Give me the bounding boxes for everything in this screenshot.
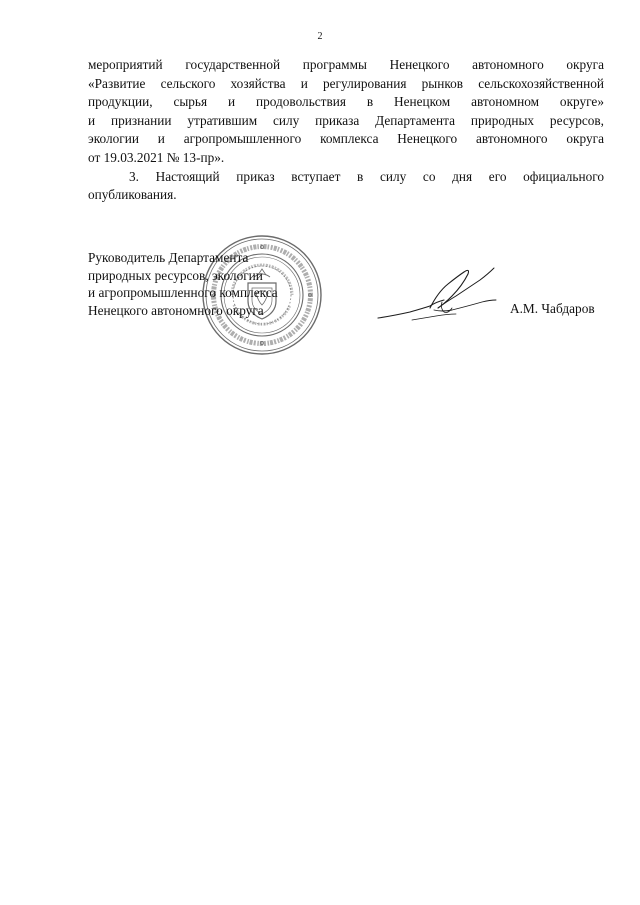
paragraph-2-line-1: 3. Настоящий приказ вступает в силу со дня его официального (129, 168, 604, 184)
signer-position-line-3: и агропромышленного комплекса (88, 285, 278, 301)
paragraph-1-line-1: мероприятий государственной программы Ненецкого автономного округа (88, 57, 604, 72)
signature-block (88, 249, 348, 319)
paragraph-1-line-3: продукции, сырья и продовольствия в Ненецком автономном округе» (88, 94, 604, 110)
paragraph-1-line-6: от 19.03.2021 № 13-пр». (88, 149, 225, 165)
page-number: 2 (317, 31, 323, 42)
paragraph-1-line-5: экологии и агропромышленного комплекса Ненецкого автономного округа (88, 131, 604, 147)
signer-position-line-1: Руководитель Департамента (88, 250, 249, 265)
signer-name: А.М. Чабдаров (510, 301, 595, 316)
paragraph-1-line-4: и признании утратившим силу приказа Департамента природных ресурсов, (88, 112, 604, 128)
body-text (88, 56, 604, 205)
paragraph-1-line-2: «Развитие сельского хозяйства и регулирования рынков сельскохозяйственной (88, 75, 604, 91)
signer-position-line-4: Ненецкого автономного округа (88, 302, 264, 318)
paragraph-2-line-2: опубликования. (88, 187, 177, 203)
signer-position-line-2: природных ресурсов, экологии (88, 267, 263, 283)
handwritten-signature-icon (372, 262, 502, 326)
